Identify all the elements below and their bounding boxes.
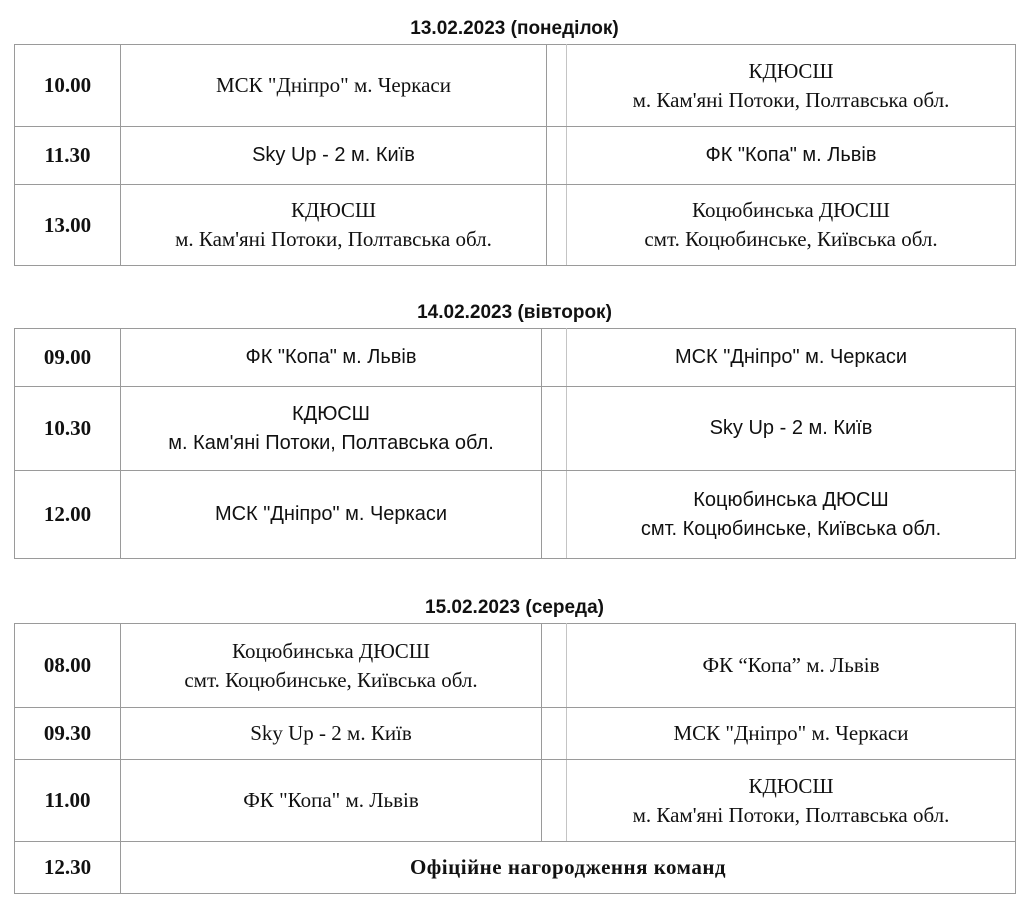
team-location: м. Кам'яні Потоки, Полтавська обл. xyxy=(168,431,494,454)
day-section-1 xyxy=(14,14,1015,266)
team-home xyxy=(121,708,542,760)
team-away xyxy=(567,708,1016,760)
team-home xyxy=(121,127,547,185)
team-name: МСК "Дніпро" м. Черкаси xyxy=(674,346,908,368)
column-divider xyxy=(542,624,567,708)
team-away xyxy=(567,624,1016,708)
team-name: Sky Up - 2 м. Київ xyxy=(250,721,412,745)
day-title: 15.02.2023 (середа) xyxy=(425,597,604,618)
team-home xyxy=(121,760,542,842)
team-location: м. Кам'яні Потоки, Полтавська обл. xyxy=(175,227,492,251)
match-time: 11.00 xyxy=(15,760,121,842)
team-name: МСК "Дніпро" м. Черкаси xyxy=(214,503,448,525)
team-location: м. Кам'яні Потоки, Полтавська обл. xyxy=(632,802,950,827)
column-divider xyxy=(547,45,567,127)
team-name: КДЮСШ xyxy=(290,198,377,222)
team-name: Коцюбинська ДЮСШ xyxy=(691,198,890,222)
match-row xyxy=(15,329,1016,387)
match-time: 10.00 xyxy=(15,45,121,127)
team-location: м. Кам'яні Потоки, Полтавська обл. xyxy=(632,87,950,112)
match-time: 13.00 xyxy=(15,185,121,266)
match-time: 12.00 xyxy=(15,471,121,559)
team-name: ФК "Копа" м. Львів xyxy=(245,346,417,368)
team-name: Коцюбинська ДЮСШ xyxy=(231,638,430,663)
match-time: 12.30 xyxy=(15,842,121,894)
match-row xyxy=(15,127,1016,185)
award-ceremony: Офіційне нагородження команд xyxy=(121,842,1016,894)
team-home xyxy=(121,471,542,559)
column-divider xyxy=(542,329,567,387)
team-away xyxy=(567,329,1016,387)
team-away xyxy=(567,45,1016,127)
schedule-table xyxy=(14,328,1016,559)
team-home xyxy=(121,185,547,266)
match-time: 09.00 xyxy=(15,329,121,387)
team-location: смт. Коцюбинське, Київська обл. xyxy=(640,517,942,540)
match-time: 09.30 xyxy=(15,708,121,760)
match-time: 10.30 xyxy=(15,387,121,471)
award-row xyxy=(15,842,1016,894)
column-divider xyxy=(547,185,567,266)
day-section-3 xyxy=(14,593,1015,894)
day-section-2 xyxy=(14,298,1015,559)
match-time: 08.00 xyxy=(15,624,121,708)
column-divider xyxy=(542,760,567,842)
team-location: смт. Коцюбинське, Київська обл. xyxy=(644,227,938,251)
team-home xyxy=(121,624,542,708)
day-title: 14.02.2023 (вівторок) xyxy=(417,302,612,323)
team-name: ФК “Копа” м. Львів xyxy=(702,653,880,677)
team-name: Sky Up - 2 м. Київ xyxy=(709,417,873,439)
team-name: КДЮСШ xyxy=(748,773,834,798)
match-row xyxy=(15,624,1016,708)
match-row xyxy=(15,387,1016,471)
team-home xyxy=(121,45,547,127)
team-away xyxy=(567,760,1016,842)
team-name: КДЮСШ xyxy=(748,58,834,83)
team-name: МСК "Дніпро" м. Черкаси xyxy=(216,73,451,97)
team-name: ФК "Копа" м. Львів xyxy=(705,144,877,166)
match-row xyxy=(15,471,1016,559)
column-divider xyxy=(547,127,567,185)
team-name: МСК "Дніпро" м. Черкаси xyxy=(673,721,909,745)
team-name: Коцюбинська ДЮСШ xyxy=(693,488,889,511)
team-away xyxy=(567,185,1016,266)
team-name: Sky Up - 2 м. Київ xyxy=(252,144,415,166)
team-away xyxy=(567,471,1016,559)
team-away xyxy=(567,127,1016,185)
match-row xyxy=(15,185,1016,266)
day-title: 13.02.2023 (понеділок) xyxy=(410,18,619,39)
team-home xyxy=(121,387,542,471)
column-divider xyxy=(542,708,567,760)
team-home xyxy=(121,329,542,387)
match-row xyxy=(15,760,1016,842)
match-time: 11.30 xyxy=(15,127,121,185)
match-row xyxy=(15,708,1016,760)
schedule-table xyxy=(14,623,1016,894)
column-divider xyxy=(542,387,567,471)
schedule-table xyxy=(14,44,1016,266)
team-away xyxy=(567,387,1016,471)
match-row xyxy=(15,45,1016,127)
team-location: смт. Коцюбинське, Київська обл. xyxy=(184,667,478,692)
column-divider xyxy=(542,471,567,559)
team-name: ФК "Копа" м. Львів xyxy=(243,788,419,812)
team-name: КДЮСШ xyxy=(292,402,370,425)
